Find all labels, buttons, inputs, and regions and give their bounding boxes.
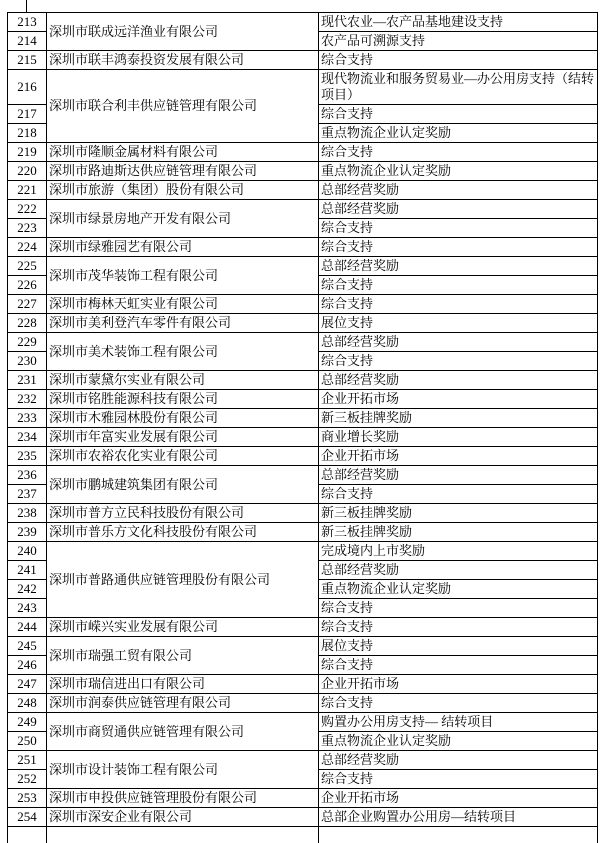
support-category-cell: 企业开拓市场 <box>319 447 598 466</box>
support-category-cell: 综合支持 <box>319 219 598 238</box>
support-category-cell: 重点物流企业认定奖励 <box>319 162 598 181</box>
table-row <box>8 542 598 561</box>
support-category-cell: 综合支持 <box>319 238 598 257</box>
company-name-cell: 深圳市嵘兴实业发展有限公司 <box>47 618 319 637</box>
serial-number-cell: 232 <box>8 390 47 409</box>
support-category-cell: 总部经营奖励 <box>319 371 598 390</box>
table-row <box>8 257 598 276</box>
table-row <box>8 143 598 162</box>
support-category-cell: 重点物流企业认定奖励 <box>319 580 598 599</box>
company-name-cell: 深圳市瑞强工贸有限公司 <box>47 637 319 675</box>
company-name-cell: 深圳市木雅园林股份有限公司 <box>47 409 319 428</box>
table-row <box>8 70 598 105</box>
company-name-cell: 深圳市普方立民科技股份有限公司 <box>47 504 319 523</box>
serial-number-cell: 243 <box>8 599 47 618</box>
serial-number-cell: 251 <box>8 751 47 770</box>
serial-number-cell: 242 <box>8 580 47 599</box>
support-category-cell: 总部经营奖励 <box>319 561 598 580</box>
table-row <box>8 618 598 637</box>
serial-number-cell: 221 <box>8 181 47 200</box>
serial-number-cell: 228 <box>8 314 47 333</box>
support-category-cell: 总部经营奖励 <box>319 751 598 770</box>
support-category-cell: 综合支持 <box>319 694 598 713</box>
cutoff-cell <box>8 827 47 843</box>
support-category-cell: 总部经营奖励 <box>319 466 598 485</box>
company-name-cell: 深圳市旅游（集团）股份有限公司 <box>47 181 319 200</box>
serial-number-cell: 241 <box>8 561 47 580</box>
support-category-cell: 综合支持 <box>319 618 598 637</box>
serial-number-cell: 247 <box>8 675 47 694</box>
table-row <box>8 523 598 542</box>
table-row <box>8 390 598 409</box>
support-category-cell: 综合支持 <box>319 143 598 162</box>
serial-number-cell: 239 <box>8 523 47 542</box>
support-category-cell: 展位支持 <box>319 314 598 333</box>
support-category-cell: 综合支持 <box>319 276 598 295</box>
serial-number-cell: 237 <box>8 485 47 504</box>
table-row <box>8 504 598 523</box>
serial-number-cell: 214 <box>8 32 47 51</box>
support-category-cell: 综合支持 <box>319 295 598 314</box>
table-row <box>8 409 598 428</box>
support-category-cell: 综合支持 <box>319 105 598 124</box>
support-category-cell: 重点物流企业认定奖励 <box>319 732 598 751</box>
support-category-cell: 企业开拓市场 <box>319 390 598 409</box>
support-category-cell: 现代农业—农产品基地建设支持 <box>319 13 598 32</box>
support-category-cell: 总部经营奖励 <box>319 257 598 276</box>
support-category-cell: 综合支持 <box>319 51 598 70</box>
serial-number-cell: 222 <box>8 200 47 219</box>
serial-number-cell: 226 <box>8 276 47 295</box>
serial-number-cell: 244 <box>8 618 47 637</box>
serial-number-cell: 225 <box>8 257 47 276</box>
cutoff-cell <box>47 827 319 843</box>
support-category-cell: 农产品可溯源支持 <box>319 32 598 51</box>
table-row <box>8 314 598 333</box>
serial-number-cell: 234 <box>8 428 47 447</box>
table-body <box>8 13 598 843</box>
table-row <box>8 51 598 70</box>
cutoff-row <box>8 827 598 843</box>
serial-number-cell: 248 <box>8 694 47 713</box>
serial-number-cell: 233 <box>8 409 47 428</box>
support-category-cell: 综合支持 <box>319 485 598 504</box>
support-category-cell: 综合支持 <box>319 352 598 371</box>
serial-number-cell: 216 <box>8 70 47 105</box>
serial-number-cell: 236 <box>8 466 47 485</box>
company-name-cell: 深圳市鹏城建筑集团有限公司 <box>47 466 319 504</box>
serial-number-cell: 246 <box>8 656 47 675</box>
table-row <box>8 238 598 257</box>
serial-number-cell: 227 <box>8 295 47 314</box>
support-category-cell: 总部企业购置办公用房—结转项目 <box>319 808 598 827</box>
support-category-cell: 企业开拓市场 <box>319 789 598 808</box>
company-name-cell: 深圳市深安企业有限公司 <box>47 808 319 827</box>
company-name-cell: 深圳市联成远洋渔业有限公司 <box>47 13 319 51</box>
serial-number-cell: 238 <box>8 504 47 523</box>
cutoff-cell <box>319 827 598 843</box>
table-row <box>8 295 598 314</box>
support-category-cell: 综合支持 <box>319 770 598 789</box>
company-name-cell: 深圳市联合利丰供应链管理有限公司 <box>47 70 319 143</box>
table-row <box>8 808 598 827</box>
serial-number-cell: 250 <box>8 732 47 751</box>
serial-number-cell: 249 <box>8 713 47 732</box>
table-row <box>8 466 598 485</box>
table-row <box>8 200 598 219</box>
company-name-cell: 深圳市美利登汽车零件有限公司 <box>47 314 319 333</box>
serial-number-cell: 253 <box>8 789 47 808</box>
company-name-cell: 深圳市路迪斯达供应链管理有限公司 <box>47 162 319 181</box>
company-name-cell: 深圳市绿景房地产开发有限公司 <box>47 200 319 238</box>
serial-number-cell: 217 <box>8 105 47 124</box>
table-row <box>8 162 598 181</box>
serial-number-cell: 215 <box>8 51 47 70</box>
support-category-cell: 新三板挂牌奖励 <box>319 523 598 542</box>
support-category-cell: 新三板挂牌奖励 <box>319 504 598 523</box>
company-name-cell: 深圳市农裕农化实业有限公司 <box>47 447 319 466</box>
support-category-cell: 购置办公用房支持— 结转项目 <box>319 713 598 732</box>
support-category-cell: 综合支持 <box>319 656 598 675</box>
support-category-cell: 企业开拓市场 <box>319 675 598 694</box>
company-name-cell: 深圳市蒙黛尔实业有限公司 <box>47 371 319 390</box>
table-row <box>8 333 598 352</box>
subsidy-table <box>7 12 598 843</box>
serial-number-cell: 245 <box>8 637 47 656</box>
serial-number-cell: 252 <box>8 770 47 789</box>
serial-number-cell: 220 <box>8 162 47 181</box>
company-name-cell: 深圳市普乐方文化科技股份有限公司 <box>47 523 319 542</box>
company-name-cell: 深圳市联丰鸿泰投资发展有限公司 <box>47 51 319 70</box>
serial-number-cell: 254 <box>8 808 47 827</box>
support-category-cell: 新三板挂牌奖励 <box>319 409 598 428</box>
company-name-cell: 深圳市绿雅园艺有限公司 <box>47 238 319 257</box>
company-name-cell: 深圳市瑞信进出口有限公司 <box>47 675 319 694</box>
table-row <box>8 713 598 732</box>
serial-number-cell: 240 <box>8 542 47 561</box>
support-category-cell: 综合支持 <box>319 599 598 618</box>
table-row <box>8 751 598 770</box>
support-category-cell: 重点物流企业认定奖励 <box>319 124 598 143</box>
company-name-cell: 深圳市申投供应链管理股份有限公司 <box>47 789 319 808</box>
support-category-cell: 完成境内上市奖励 <box>319 542 598 561</box>
company-name-cell: 深圳市普路通供应链管理股份有限公司 <box>47 542 319 618</box>
table-row <box>8 789 598 808</box>
table-row <box>8 13 598 32</box>
serial-number-cell: 218 <box>8 124 47 143</box>
serial-number-cell: 224 <box>8 238 47 257</box>
support-category-cell: 总部经营奖励 <box>319 181 598 200</box>
support-category-cell: 总部经营奖励 <box>319 200 598 219</box>
company-name-cell: 深圳市铭胜能源科技有限公司 <box>47 390 319 409</box>
serial-number-cell: 223 <box>8 219 47 238</box>
support-category-cell: 商业增长奖励 <box>319 428 598 447</box>
company-name-cell: 深圳市设计装饰工程有限公司 <box>47 751 319 789</box>
serial-number-cell: 231 <box>8 371 47 390</box>
serial-number-cell: 230 <box>8 352 47 371</box>
company-name-cell: 深圳市商贸通供应链管理有限公司 <box>47 713 319 751</box>
table-row <box>8 637 598 656</box>
company-name-cell: 深圳市年富实业发展有限公司 <box>47 428 319 447</box>
table-row <box>8 675 598 694</box>
table-row <box>8 371 598 390</box>
support-category-cell: 展位支持 <box>319 637 598 656</box>
table-row <box>8 694 598 713</box>
company-name-cell: 深圳市梅林天虹实业有限公司 <box>47 295 319 314</box>
company-name-cell: 深圳市隆顺金属材料有限公司 <box>47 143 319 162</box>
support-category-cell: 总部经营奖励 <box>319 333 598 352</box>
serial-number-cell: 219 <box>8 143 47 162</box>
table-row <box>8 181 598 200</box>
table-row <box>8 447 598 466</box>
serial-number-cell: 229 <box>8 333 47 352</box>
company-name-cell: 深圳市茂华装饰工程有限公司 <box>47 257 319 295</box>
table-row <box>8 428 598 447</box>
company-name-cell: 深圳市润泰供应链管理有限公司 <box>47 694 319 713</box>
serial-number-cell: 235 <box>8 447 47 466</box>
company-name-cell: 深圳市美术装饰工程有限公司 <box>47 333 319 371</box>
serial-number-cell: 213 <box>8 13 47 32</box>
support-category-cell: 现代物流业和服务贸易业—办公用房支持（结转项目） <box>319 70 598 105</box>
